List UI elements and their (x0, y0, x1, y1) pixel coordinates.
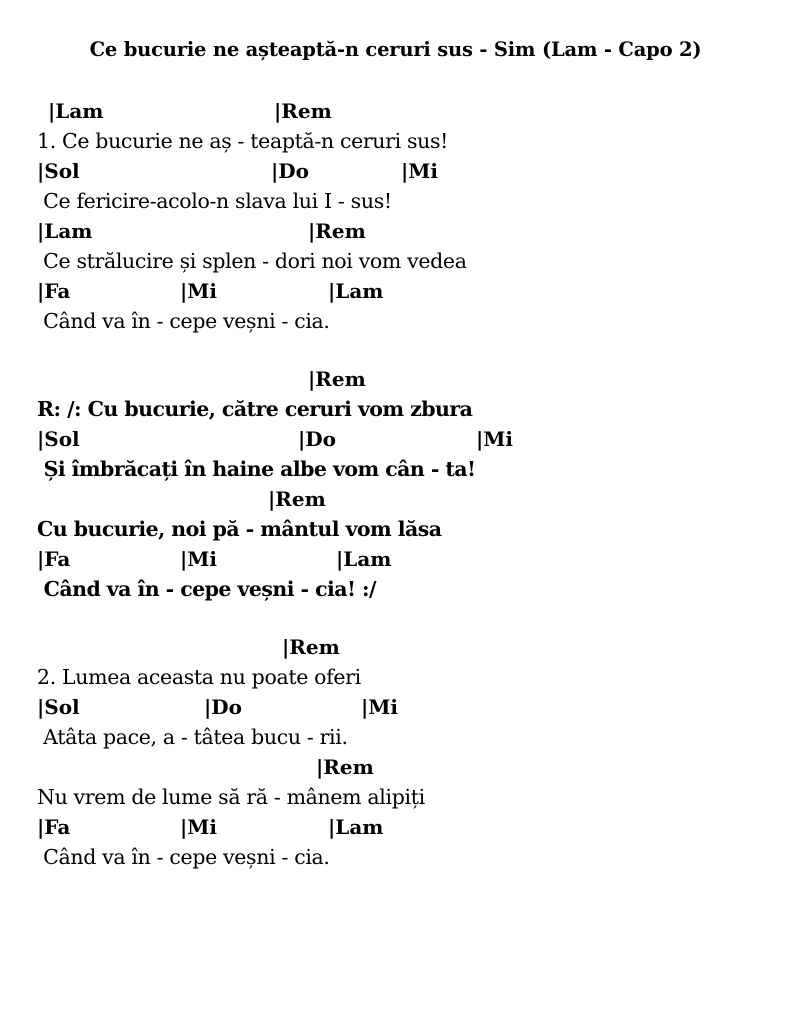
chorus-chord-line-4 (0, 544, 791, 574)
verse2-lyric-line-2 (0, 722, 791, 752)
chord: |Rem (282, 635, 340, 659)
lyric-text: Ce strălucire și splen - dori noi vom vedea (37, 249, 467, 273)
lyric-text: Nu vrem de lume să ră - mânem alipiți (37, 785, 425, 809)
verse2-chord-line-1 (0, 632, 791, 662)
verse1-lyric-line-2 (0, 186, 791, 216)
chord: |Rem (308, 219, 366, 243)
lyric-text: 1. Ce bucurie ne aș - teaptă-n ceruri sus! (37, 129, 449, 153)
verse2-lyric-line-3 (0, 782, 791, 812)
verse1-chord-line-2 (0, 156, 791, 186)
chord: |Mi (180, 547, 218, 571)
chord: |Fa (37, 279, 71, 303)
chord: |Do (298, 427, 336, 451)
lyric-text: Atâta pace, a - tâtea bucu - rii. (37, 725, 348, 749)
chord: |Lam (336, 547, 392, 571)
chorus-chord-line-2 (0, 424, 791, 454)
chord: |Sol (37, 695, 80, 719)
lyric-text: Ce fericire-acolo-n slava lui I - sus! (37, 189, 392, 213)
chorus-chord-line-1 (0, 364, 791, 394)
chord: |Lam (37, 219, 93, 243)
verse1-lyric-line-4 (0, 306, 791, 336)
lyric-text: 2. Lumea aceasta nu poate oferi (37, 665, 361, 689)
verse2-chord-line-4 (0, 812, 791, 842)
chord: |Sol (37, 427, 80, 451)
chord: |Lam (328, 815, 384, 839)
verse2-lyric-line-1 (0, 662, 791, 692)
chord: |Rem (316, 755, 374, 779)
verse1-chord-line-1 (0, 96, 791, 126)
lyric-text: Cu bucurie, noi pă - mântul vom lăsa (37, 517, 442, 541)
chorus-chord-line-3 (0, 484, 791, 514)
verse2-chord-line-3 (0, 752, 791, 782)
chord: |Do (204, 695, 242, 719)
chorus-lyric-line-2 (0, 454, 791, 484)
verse1-chord-line-3 (0, 216, 791, 246)
chord: |Mi (476, 427, 514, 451)
song-title: Ce bucurie ne așteaptă-n ceruri sus - Sim (Lam - Capo 2) (89, 38, 702, 61)
chord: |Mi (361, 695, 399, 719)
chorus-lyric-line-4 (0, 574, 791, 604)
chord: |Mi (180, 279, 218, 303)
lyric-text: R: /: Cu bucurie, către ceruri vom zbura (37, 397, 473, 421)
lyric-text: Când va în - cepe veșni - cia. (37, 309, 330, 333)
chord: |Sol (37, 159, 80, 183)
chord: |Do (271, 159, 309, 183)
verse1-lyric-line-1 (0, 126, 791, 156)
verse1-lyric-line-3 (0, 246, 791, 276)
chord: |Mi (180, 815, 218, 839)
chord: |Rem (308, 367, 366, 391)
verse2-chord-line-2 (0, 692, 791, 722)
lyric-text: Când va în - cepe veșni - cia. (37, 845, 330, 869)
lyric-text: Când va în - cepe veșni - cia! :/ (37, 577, 376, 601)
verse2-lyric-line-4 (0, 842, 791, 872)
lyric-text: Și îmbrăcați în haine albe vom cân - ta! (37, 457, 476, 481)
chord: |Rem (274, 99, 332, 123)
chord: |Rem (268, 487, 326, 511)
chord: |Lam (328, 279, 384, 303)
verse1-chord-line-4 (0, 276, 791, 306)
chord: |Mi (401, 159, 439, 183)
chord: |Lam (48, 99, 104, 123)
chord: |Fa (37, 547, 71, 571)
chorus-lyric-line-1 (0, 394, 791, 424)
chorus-lyric-line-3 (0, 514, 791, 544)
chord: |Fa (37, 815, 71, 839)
